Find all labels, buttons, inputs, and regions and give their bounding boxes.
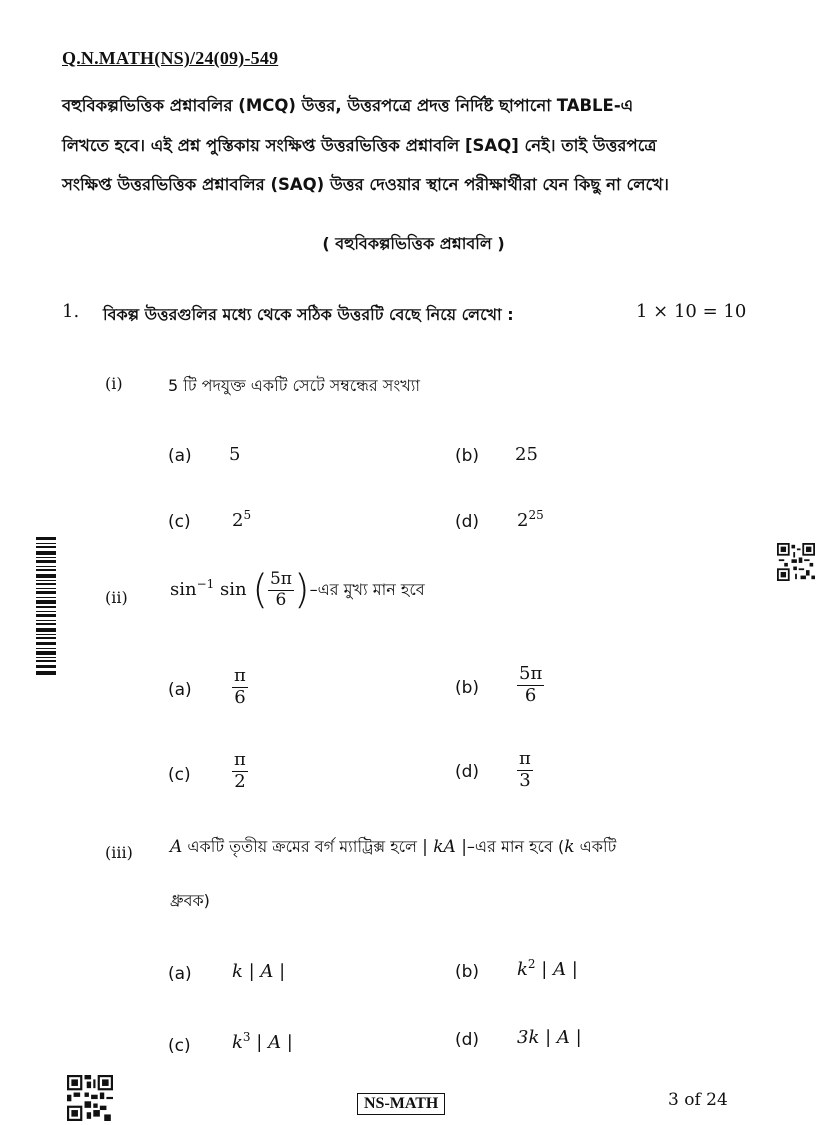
instruction-line-1: বহুবিকল্পভিত্তিক প্রশ্নাবলির (MCQ) উত্তর, উত্তরপত্রে প্রদত্ত নির্দিষ্ট ছাপানো TABLE-এ [62,96,634,115]
instruction-line-2: লিখতে হবে। এই প্রশ্ন পুস্তিকায় সংক্ষিপ্ত উত্তরভিত্তিক প্রশ্নাবলি [SAQ] নেই। তাই উত্তরপত্রে [62,136,657,155]
subq-ii-number: (ii) [105,588,128,607]
subq-iii-text: A একটি তৃতীয় ক্রমের বর্গ ম্যাট্রিক্স হলে | kA |–এর মান হবে (k একটি [170,837,617,857]
subq-i-option-a-label: (a) [168,446,192,466]
subq-ii-option-c-label: (c) [168,765,191,785]
qr-code-icon [777,543,815,581]
question-instruction: বিকল্প উত্তরগুলির মধ্যে থেকে সঠিক উত্তরটি বেছে নিয়ে লেখো : [103,305,514,324]
subq-ii-option-c-value: $\frac{\pi}{2}$ [234,749,246,792]
subject-code-box: NS-MATH [357,1093,445,1115]
subq-ii-expression: $\sin^{-1} \sin$ ( $\frac{5\pi}{6}$ )–এর মুখ্য মান হবে [170,567,425,613]
subq-ii-option-a-label: (a) [168,680,192,700]
question-paper-code: Q.N.MATH(NS)/24(09)-549 [62,48,279,68]
subq-i-text: 5 টি পদযুক্ত একটি সেটে সম্বন্ধের সংখ্যা [168,376,421,395]
subq-i-option-c-label: (c) [168,512,191,532]
instruction-line-3: সংক্ষিপ্ত উত্তরভিত্তিক প্রশ্নাবলির (SAQ) উত্তর দেওয়ার স্থানে পরীক্ষার্থীরা যেন কিছু না লেখে। [62,175,669,194]
subq-i-option-a-value: 5 [229,444,241,465]
subq-i-option-b-value: 25 [515,444,538,465]
subq-i-option-d-value: $2^{25}$ [517,508,544,531]
subq-iii-number: (iii) [105,843,133,862]
subq-iii-option-d-label: (d) [455,1030,480,1050]
page-number: 3 of 24 [668,1090,728,1110]
subq-iii-option-b-label: (b) [455,962,480,982]
subq-ii-option-b-label: (b) [455,678,480,698]
question-number: 1. [62,301,80,322]
subq-iii-option-a-label: (a) [168,964,192,984]
subq-iii-option-a-value: k | A | [232,961,286,982]
section-title: ( বহুবিকল্পভিত্তিক প্রশ্নাবলি ) [322,234,505,253]
subq-iii-option-c-label: (c) [168,1036,191,1056]
subq-ii-option-d-label: (d) [455,762,480,782]
subq-ii-option-b-value: $\frac{5\pi}{6}$ [519,663,543,706]
subq-ii-option-a-value: $\frac{\pi}{6}$ [234,665,246,708]
qr-code-footer-icon [67,1075,113,1121]
subq-iii-option-d-value: 3k | A | [517,1027,582,1048]
subq-iii-text-line2: ধ্রুবক) [170,891,210,910]
question-marks: 1 × 10 = 10 [636,301,747,322]
subq-iii-option-c-value: $k^3$ | A | [232,1030,293,1053]
subq-i-option-d-label: (d) [455,512,480,532]
subq-i-option-b-label: (b) [455,446,480,466]
subq-i-option-c-value: $2^5$ [232,508,252,531]
barcode-icon [36,537,56,675]
subq-iii-option-b-value: $k^2$ | A | [517,957,578,980]
subq-i-number: (i) [105,374,123,393]
subq-ii-option-d-value: $\frac{\pi}{3}$ [519,748,531,791]
